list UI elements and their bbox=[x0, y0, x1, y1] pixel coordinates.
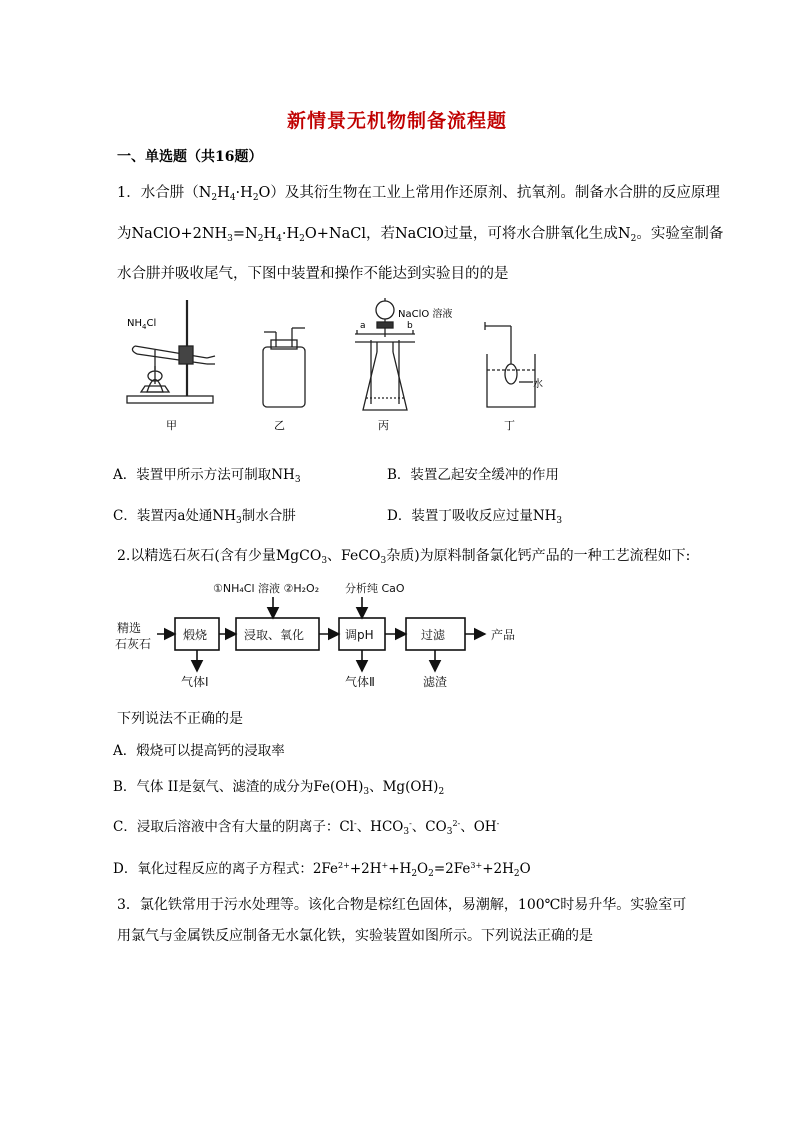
gas-1-label: 气体Ⅰ bbox=[181, 675, 209, 689]
fig-label-jia: 甲 bbox=[166, 419, 177, 432]
q2-option-a: A．煅烧可以提高钙的浸取率 bbox=[113, 743, 285, 759]
fig-label-bing: 丙 bbox=[378, 419, 389, 432]
residue-label: 滤渣 bbox=[423, 675, 448, 689]
port-a-label: a bbox=[360, 321, 366, 331]
q2-option-d: D．氧化过程反应的离子方程式：$2Fe^{2+}+2H^++H_2O_2=2Fe^{3+}+2H_2O$ bbox=[113, 861, 531, 879]
fig-label-yi: 乙 bbox=[274, 419, 285, 432]
test-tube-top bbox=[135, 346, 207, 358]
q2-stem-line: 2.以精选石灰石(含有少量MgCO$_3$、FeCO$_3$杂质)为原料制备氯化钙产品的一种工艺流程如下: bbox=[117, 548, 691, 566]
water-label: 水 bbox=[533, 379, 543, 390]
box-label-calcine: 煅烧 bbox=[183, 628, 208, 642]
flow-start-2: 石灰石 bbox=[115, 637, 152, 651]
buffer-bottle bbox=[263, 347, 305, 407]
port-b-label: b bbox=[407, 321, 413, 331]
reagent-2-label: 分析纯 CaO bbox=[345, 582, 405, 595]
q1-option-b: B．装置乙起安全缓冲的作用 bbox=[387, 467, 559, 483]
clamp bbox=[179, 346, 193, 364]
q1-line2: 为$NaClO+2NH_3=N_2H_4\cdot H_2O+NaCl$，若NaClO过量，可将水合肼氧化生成$N_2$。实验室制备 bbox=[117, 226, 724, 244]
q2-option-c: C．浸取后溶液中含有大量的阴离子：Cl-、$HCO_3^-$、$CO_3^{2-}$、OH- bbox=[113, 819, 500, 837]
reagent-1-label: ①NH₄Cl 溶液 ②H₂O₂ bbox=[213, 582, 320, 595]
q1-line3: 水合肼并吸收尾气，下图中装置和操作不能达到实验目的的是 bbox=[117, 266, 509, 282]
reagent-label: $NH_4Cl$ bbox=[127, 318, 157, 331]
q2-question: 下列说法不正确的是 bbox=[117, 711, 243, 727]
gas-2-label: 气体Ⅱ bbox=[345, 675, 375, 689]
stand-base bbox=[127, 396, 213, 403]
q1-option-d: D．装置丁吸收反应过量$NH_3$ bbox=[387, 508, 563, 526]
q1-line1: 1．水合肼$(N_2H_4\cdot H_2O)$及其衍生物在工业上常用作还原剂、抗氧剂。制备水合肼的反应原理 bbox=[117, 185, 720, 203]
box-label-adjust-ph: 调pH bbox=[345, 628, 374, 642]
apparatus-figure bbox=[115, 292, 555, 437]
inverted-funnel bbox=[505, 364, 517, 384]
separatory-funnel bbox=[376, 301, 394, 319]
page-title: 新情景无机物制备流程题 bbox=[286, 110, 507, 132]
fig-label-ding: 丁 bbox=[504, 419, 515, 432]
box-label-filter: 过滤 bbox=[421, 628, 446, 642]
test-tube-bottom bbox=[137, 354, 207, 364]
flow-start-1: 精选 bbox=[117, 621, 142, 635]
naclo-label: NaClO 溶液 bbox=[398, 309, 453, 320]
q3-line1: 3．氯化铁常用于污水处理等。该化合物是棕红色固体，易潮解，100℃时易升华。实验室可 bbox=[117, 897, 687, 913]
q1-option-a: A．装置甲所示方法可制取$NH_3$ bbox=[113, 467, 301, 485]
box-label-leach: 浸取、氧化 bbox=[244, 628, 305, 642]
section-heading: 一、单选题（共16题） bbox=[117, 149, 263, 165]
conical-flask bbox=[363, 352, 407, 410]
process-flow-diagram bbox=[113, 575, 533, 690]
product-label: 产品 bbox=[491, 628, 516, 642]
q1-option-c: C．装置丙a处通$NH_3$制水合肼 bbox=[113, 508, 296, 526]
q2-option-b: B．气体 II是氨气、滤渣的成分为$Fe(OH)_3$、$Mg(OH)_2$ bbox=[113, 779, 445, 797]
q3-line2: 用氯气与金属铁反应制备无水氯化铁，实验装置如图所示。下列说法正确的是 bbox=[117, 928, 593, 944]
